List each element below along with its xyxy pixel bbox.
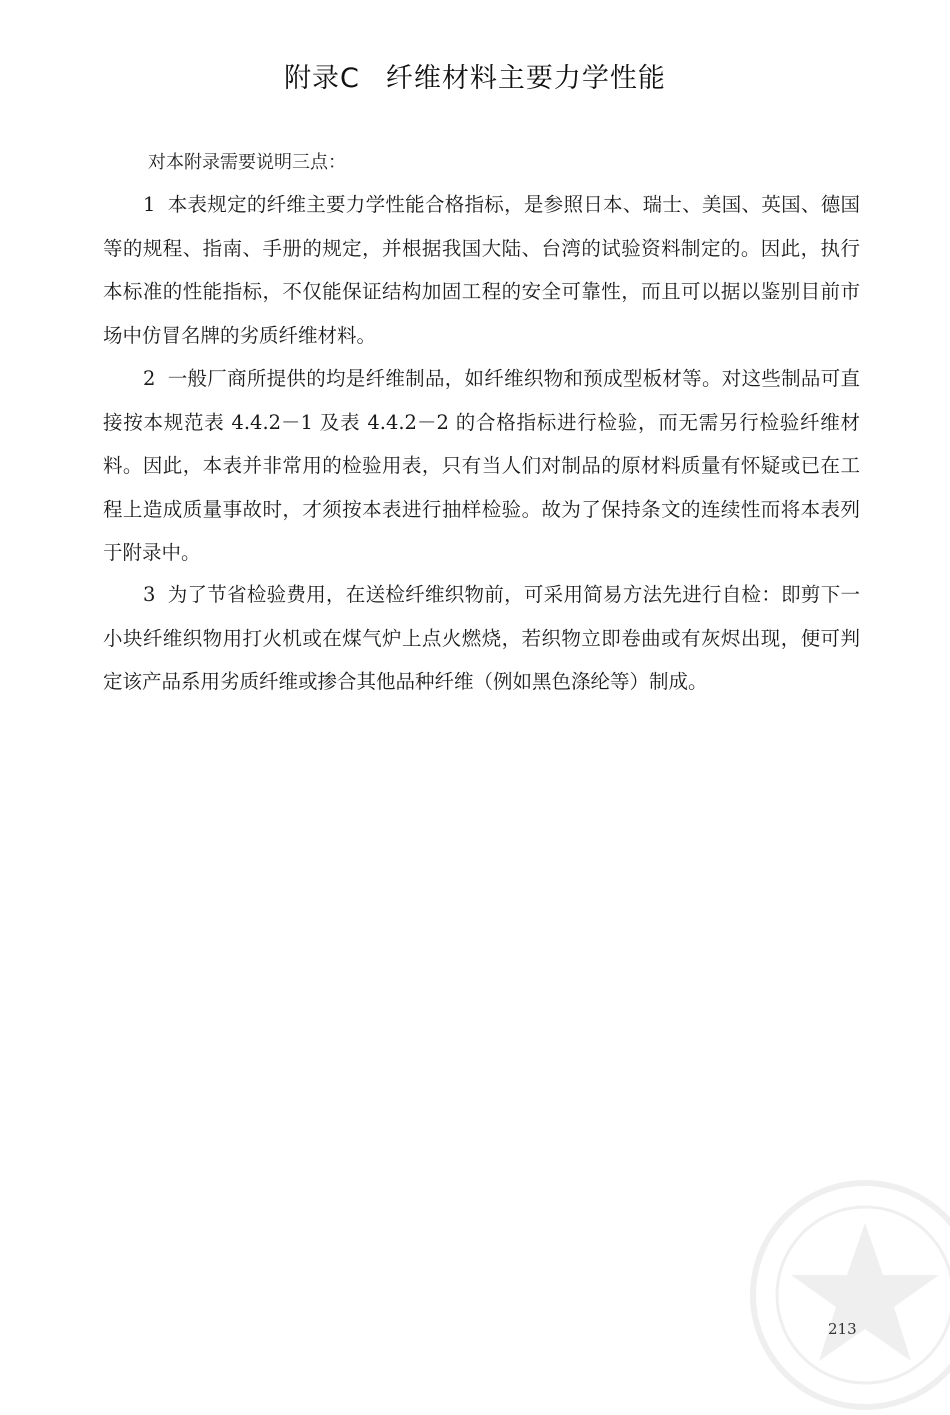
page-title [0,56,950,95]
paragraph-number: 2 [143,367,156,390]
watermark-stamp-icon [745,1175,950,1415]
paragraph-text: 一般厂商所提供的均是纤维制品，如纤维织物和预成型板材等。对这些制品可直接按本规范表 4.4.2－1 及表 4.4.2－2 的合格指标进行检验，而无需另行检验纤维材料。因此，本表并非常用的检验用表，只有当人们对制品的原材料质量有怀疑或已在工程上造成质量事故时，才须按本表进行抽样检验。故为了保持条文的连续性而将本表列于附录中。 [103,367,860,565]
paragraph-number: 1 [143,193,156,216]
paragraph-text: 为了节省检验费用，在送检纤维织物前，可采用简易方法先进行自检：即剪下一小块纤维织物用打火机或在煤气炉上点火燃烧，若织物立即卷曲或有灰烬出现，便可判定该产品系用劣质纤维或掺合其他品种纤维（例如黑色涤纶等）制成。 [103,583,860,694]
paragraph-text: 本表规定的纤维主要力学性能合格指标，是参照日本、瑞士、美国、英国、德国等的规程、指南、手册的规定，并根据我国大陆、台湾的试验资料制定的。因此，执行本标准的性能指标，不仅能保证结构加固工程的安全可靠性，而且可以据以鉴别目前市场中仿冒名牌的劣质纤维材料。 [103,193,860,347]
intro-text: 对本附录需要说明三点： [148,152,346,173]
paragraph-3 [103,573,860,704]
paragraph-2 [103,357,860,575]
paragraph-number: 3 [143,583,156,606]
page-number: 213 [828,1320,857,1338]
appendix-label: 附录C [284,63,360,94]
paragraph-1 [103,183,860,357]
appendix-title: 纤维材料主要力学性能 [385,63,666,94]
